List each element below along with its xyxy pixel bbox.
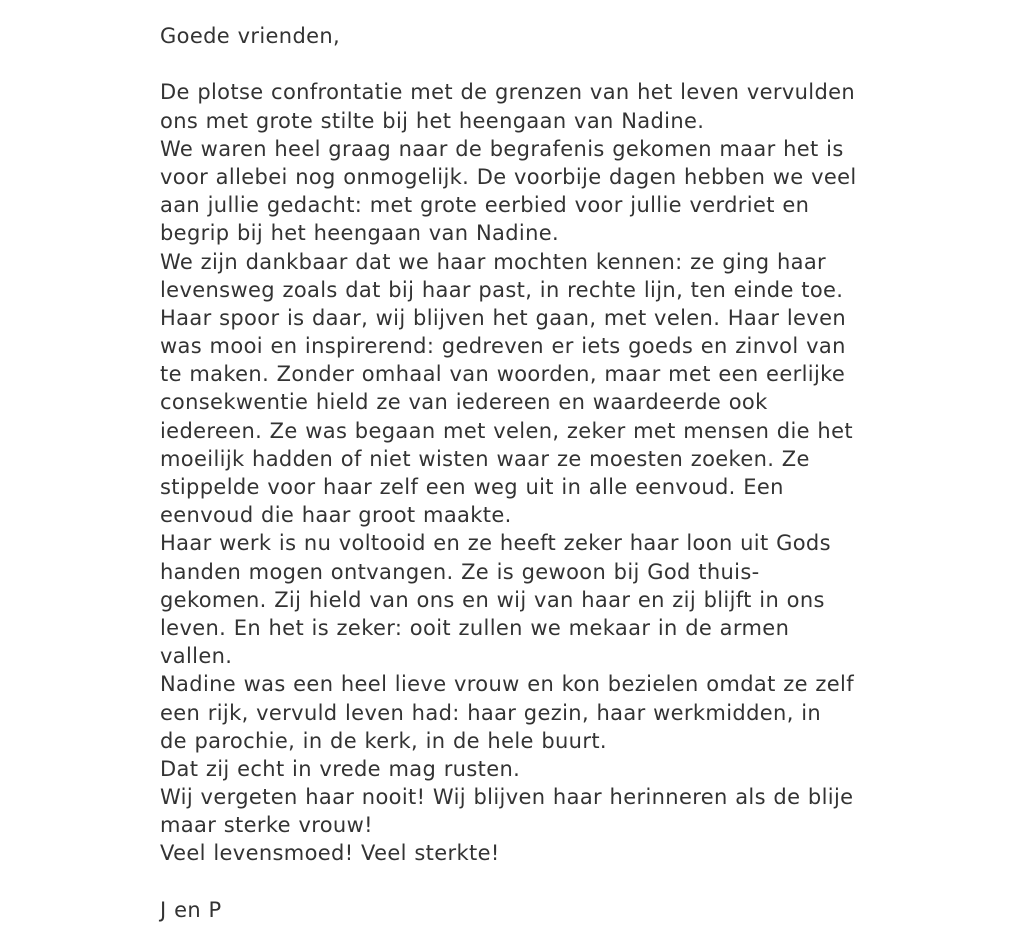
signature-spacer	[160, 868, 900, 896]
letter-line: maar sterke vrouw!	[160, 813, 373, 838]
letter-line: leven. En het is zeker: ooit zullen we mekaar in de armen	[160, 615, 790, 640]
letter-greeting: Goede vrienden,	[160, 24, 341, 48]
letter-signature: J en P	[160, 897, 222, 922]
letter-line: gekomen. Zij hield van ons en wij van haar en zij blijft in ons	[160, 587, 825, 612]
letter-line: vallen.	[160, 644, 233, 669]
letter-line: aan jullie gedacht: met grote eerbied voor jullie verdriet en	[160, 193, 810, 218]
letter-line: eenvoud die haar groot maakte.	[160, 503, 512, 528]
paragraph-spacer	[160, 50, 900, 78]
letter-line: Haar werk is nu voltooid en ze heeft zeker haar loon uit Gods	[160, 531, 831, 556]
letter-line: levensweg zoals dat bij haar past, in rechte lijn, ten einde toe.	[160, 277, 844, 302]
letter-line: consekwentie hield ze van iedereen en waardeerde ook	[160, 390, 768, 415]
letter-line: de parochie, in de kerk, in de hele buurt.	[160, 728, 607, 753]
letter-line: Haar spoor is daar, wij blijven het gaan, met velen. Haar leven	[160, 305, 847, 330]
letter-line: We zijn dankbaar dat we haar mochten kennen: ze ging haar	[160, 249, 827, 274]
letter-line: moeilijk hadden of niet wisten waar ze moesten zoeken. Ze	[160, 446, 810, 471]
letter-line: iedereen. Ze was begaan met velen, zeker met mensen die het	[160, 418, 853, 443]
letter-line: was mooi en inspirerend: gedreven er iets goeds en zinvol van	[160, 334, 846, 359]
letter-body	[160, 78, 900, 867]
letter-line: De plotse confrontatie met de grenzen van het leven vervulden	[160, 80, 856, 105]
letter-line: ons met grote stilte bij het heengaan van Nadine.	[160, 108, 705, 133]
letter-line: Nadine was een heel lieve vrouw en kon bezielen omdat ze zelf	[160, 672, 854, 697]
letter-line: We waren heel graag naar de begrafenis gekomen maar het is	[160, 136, 844, 161]
letter-line: Wij vergeten haar nooit! Wij blijven haar herinneren als de blije	[160, 785, 854, 810]
letter-line: Veel levensmoed! Veel sterkte!	[160, 841, 500, 866]
letter-line: een rijk, vervuld leven had: haar gezin, haar werkmidden, in	[160, 700, 822, 725]
letter-line: te maken. Zonder omhaal van woorden, maar met een eerlijke	[160, 362, 846, 387]
letter-line: stippelde voor haar zelf een weg uit in alle eenvoud. Een	[160, 475, 784, 499]
letter-line: Dat zij echt in vrede mag rusten.	[160, 756, 521, 781]
letter-line: voor allebei nog onmogelijk. De voorbije dagen hebben we veel	[160, 164, 857, 189]
condolence-letter	[160, 22, 900, 924]
letter-line: handen mogen ontvangen. Ze is gewoon bij God thuis-	[160, 559, 760, 584]
letter-line: begrip bij het heengaan van Nadine.	[160, 221, 560, 246]
